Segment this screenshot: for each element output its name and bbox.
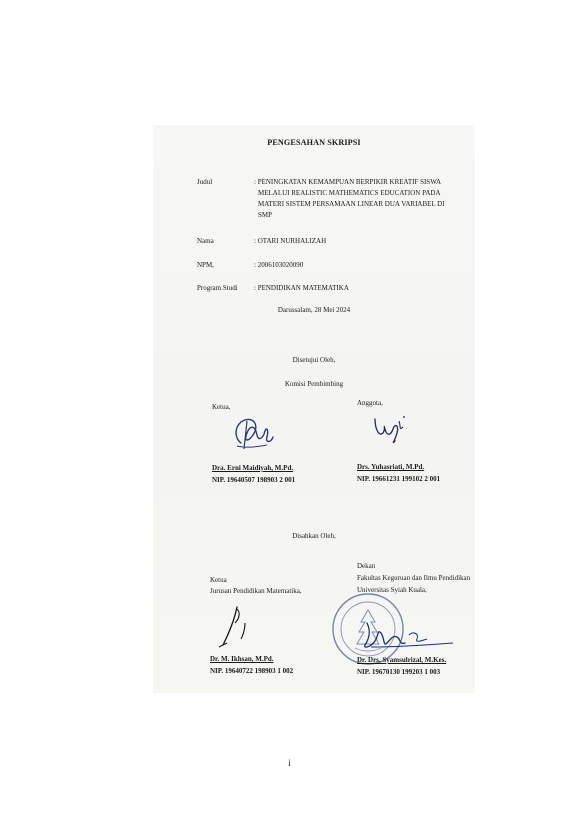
scanned-document xyxy=(153,125,475,693)
npm-label: NPM, xyxy=(197,261,214,269)
approved-by: Disetujui Oleh, xyxy=(292,356,336,364)
dean-line-2: Fakultas Keguruan dan Ilmu Pendidikan xyxy=(357,574,471,582)
member-label: Anggota, xyxy=(357,399,383,407)
dept-head-line-2: Jurusan Pendidikan Matematika, xyxy=(210,587,302,595)
dept-head-name: Dr. M. Ikhsan, M.Pd. xyxy=(210,655,274,663)
member-name: Drs. Yuhasriati, M.Pd. xyxy=(357,463,425,471)
prodi-label: Program Studi xyxy=(197,284,238,292)
document-title: PENGESAHAN SKRIPSI xyxy=(267,138,361,147)
member-nip: NIP. 19661231 199102 2 001 xyxy=(357,475,441,483)
dept-head-nip: NIP. 19640722 198903 1 002 xyxy=(210,667,294,675)
advisor-committee: Komisi Pembimbing xyxy=(284,380,344,388)
judul-line-3: MATERI SISTEM PERSAMAAN LINEAR DUA VARIABEL DI xyxy=(258,200,445,208)
place-date: Darussalam, 28 Mei 2024 xyxy=(277,306,351,314)
chair-name: Dra. Erni Maidiyah, M.Pd. xyxy=(212,464,294,472)
page-number: i xyxy=(288,758,291,768)
nama-value: : OTARI NURHALIZAH xyxy=(254,237,327,245)
dean-line-3: Universitas Syiah Kuala, xyxy=(357,586,427,594)
judul-line-1: : PENINGKATAN KEMAMPUAN BERPIKIR KREATIF SISWA xyxy=(254,178,442,186)
judul-label: Judul xyxy=(197,178,213,186)
dean-signature xyxy=(357,617,457,657)
judul-line-4: SMP xyxy=(258,211,273,219)
judul-line-2: MELALUI REALISTIC MATHEMATICS EDUCATION PADA xyxy=(258,189,441,197)
chair-nip: NIP. 19640507 198903 2 001 xyxy=(212,476,296,484)
member-signature xyxy=(369,407,415,451)
dept-head-line-1: Ketua xyxy=(210,576,227,584)
chair-signature xyxy=(227,413,277,459)
chair-label: Ketua, xyxy=(212,403,231,411)
npm-value: : 2006103020090 xyxy=(254,261,304,269)
ratified-by: Disahkan Oleh, xyxy=(292,532,336,540)
nama-label: Nama xyxy=(197,237,214,245)
dean-name: Dr. Drs. Syamsulrizal, M.Kes. xyxy=(357,656,447,664)
dean-line-1: Dekan xyxy=(357,562,376,570)
dept-head-signature xyxy=(215,603,259,651)
dean-nip: NIP. 19670130 199203 1 003 xyxy=(357,668,441,676)
prodi-value: : PENDIDIKAN MATEMATIKA xyxy=(254,284,349,292)
